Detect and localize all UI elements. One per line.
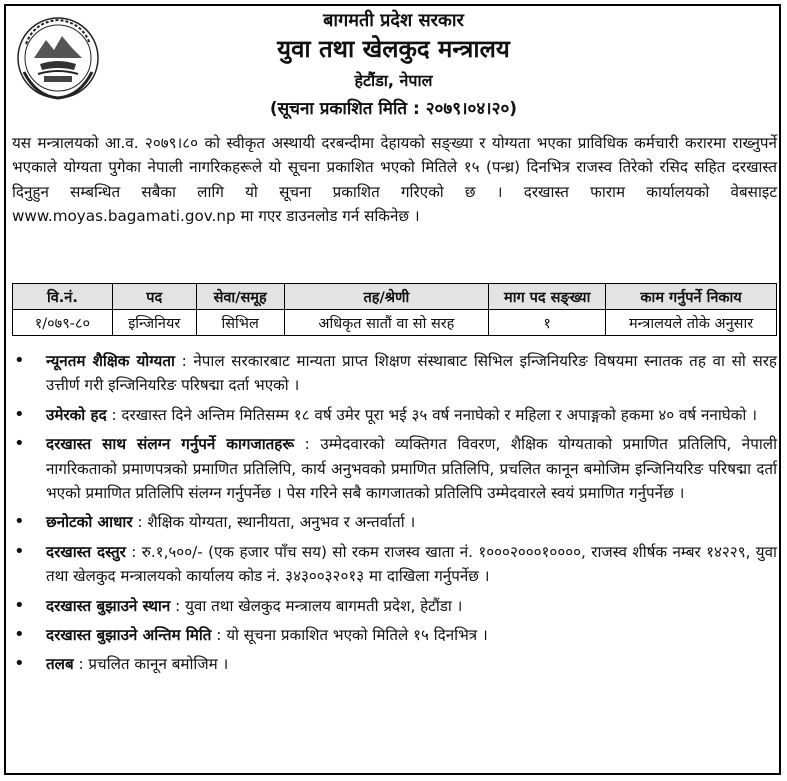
list-item [12, 432, 777, 505]
requirement-text: : दरखास्त दिने अन्तिम मितिसम्म १८ वर्ष उमेर पूरा भई ३५ वर्ष ननाघेको र महिला र अपाङ्गको हकमा ४० वर्ष ननाघेको । [106, 405, 757, 424]
cell-work-office: मन्त्रालयले तोके अनुसार [606, 310, 777, 336]
intro-paragraph: यस मन्त्रालयको आ.व. २०७९।८० को स्वीकृत अस्थायी दरबन्दीमा देहायको सङ्ख्या र योग्यता भएका प्राविधिक कर्मचारी करारमा राख्नुपर्ने भएकाले योग्यता पुगेका नेपाली नागरिकहरूले यो सूचना प्रकाशित भएको मितिले १५ (पन्ध्र) दिनभित्र राजस्व तिरेको रसिद सहित दरखास्त दिनुहुन सम्बन्धित सबैका लागि यो सूचना प्रकाशित गरिएको छ । दरखास्त फाराम कार्यालयको वेबसाइट www.moyas.bagamati.gov.np मा गएर डाउनलोड गर्न सकिनेछ । [12, 134, 777, 226]
bullet-icon: • [14, 511, 25, 533]
requirement-label: दरखास्त साथ संलग्न गर्नुपर्ने कागजातहरू [46, 435, 295, 454]
cell-serial: १/०७९-८० [13, 310, 113, 336]
cell-service-group: सिभिल [196, 310, 284, 336]
requirement-text: : रु.१,५००/- (एक हजार पाँच सय) सो रकम राजस्व खाता नं. १०००२०००१००००, राजस्व शीर्षक नम्बर १४२२९, युवा तथा खेलकुद मन्त्रालयको कार्यालय कोड नं. ३४३००३२०१३ मा दाखिला गर्नुपर्नेछ । [46, 542, 777, 586]
requirement-label: छनोटको आधार [46, 513, 133, 532]
list-item [12, 349, 777, 398]
requirement-text: : उम्मेदवारको व्यक्तिगत विवरण, शैक्षिक योग्यताको प्रमाणित प्रतिलिपि, नेपाली नागरिकताको प्रमाणपत्रको प्रमाणित प्रतिलिपि, कार्य अनुभवको प्रमाणित प्रतिलिपि, प्रचलित कानून बमोजिम इन्जिनियरिङ परिषद्मा दर्ता भएको प्रमाणित प्रतिलिपि संलग्न गर्नुपर्नेछ । पेस गरिने सबै कागजातको प्रतिलिपि उम्मेदवारले स्वयं प्रमाणित गर्नुपर्नेछ । [46, 435, 778, 503]
header-service-group: सेवा/समूह [196, 284, 284, 310]
cell-post: इन्जिनियर [112, 310, 196, 336]
requirement-label: दरखास्त बुझाउने अन्तिम मिति [46, 626, 212, 645]
government-title: बागमती प्रदेश सरकार [323, 10, 464, 31]
requirement-label: दरखास्त बुझाउने स्थान [46, 596, 171, 615]
bullet-icon: • [14, 594, 25, 616]
bullet-icon: • [14, 624, 25, 646]
bullet-icon: • [14, 403, 25, 425]
table-header-row [13, 284, 777, 310]
list-item [12, 623, 777, 647]
header-level: तह/श्रेणी [284, 284, 489, 310]
requirement-text: : नेपाल सरकारबाट मान्यता प्राप्त शिक्षण संस्थाबाट सिभिल इन्जिनियरिङ विषयमा स्नातक तह वा सो सरह उत्तीर्ण गरी इन्जिनियरिङ परिषद्मा दर्ता भएको । [46, 352, 777, 395]
header-post-count: माग पद सङ्ख्या [489, 284, 606, 310]
publish-date: (सूचना प्रकाशित मिति : २०७९।०४।२०) [269, 99, 518, 119]
bullet-icon: • [14, 540, 25, 562]
requirement-label: उमेरको हद [46, 405, 107, 424]
list-item [12, 510, 777, 534]
requirement-text: : शैक्षिक योग्यता, स्थानीयता, अनुभव र अन्तर्वार्ता । [132, 513, 416, 532]
bullet-icon: • [14, 433, 25, 455]
header-serial: वि.नं. [13, 284, 113, 310]
table-row [13, 310, 777, 336]
requirement-text: : युवा तथा खेलकुद मन्त्रालय बागमती प्रदेश, हेटौंडा । [170, 596, 463, 615]
header-work-office: काम गर्नुपर्ने निकाय [606, 284, 777, 310]
location-line: हेटौंडा, नेपाल [354, 71, 433, 90]
cell-level: अधिकृत सातौं वा सो सरह [284, 310, 489, 336]
list-item [12, 540, 777, 589]
vacancy-table [12, 283, 777, 336]
header-post: पद [112, 284, 196, 310]
requirement-text: : यो सूचना प्रकाशित भएको मितिले १५ दिनभित्र । [211, 626, 488, 645]
requirements-list [12, 349, 777, 682]
ministry-title: युवा तथा खेलकुद मन्त्रालय [277, 35, 510, 63]
requirement-label: दरखास्त दस्तुर [46, 542, 126, 561]
bullet-icon: • [14, 653, 25, 675]
list-item [12, 652, 777, 676]
requirement-label: तलब [46, 655, 74, 674]
requirement-label: न्यूनतम शैक्षिक योग्यता [46, 352, 175, 370]
cell-post-count: १ [489, 310, 606, 336]
requirement-text: : प्रचलित कानून बमोजिम । [73, 655, 229, 674]
list-item [12, 403, 777, 427]
list-item [12, 594, 777, 618]
bullet-icon: • [14, 350, 25, 371]
